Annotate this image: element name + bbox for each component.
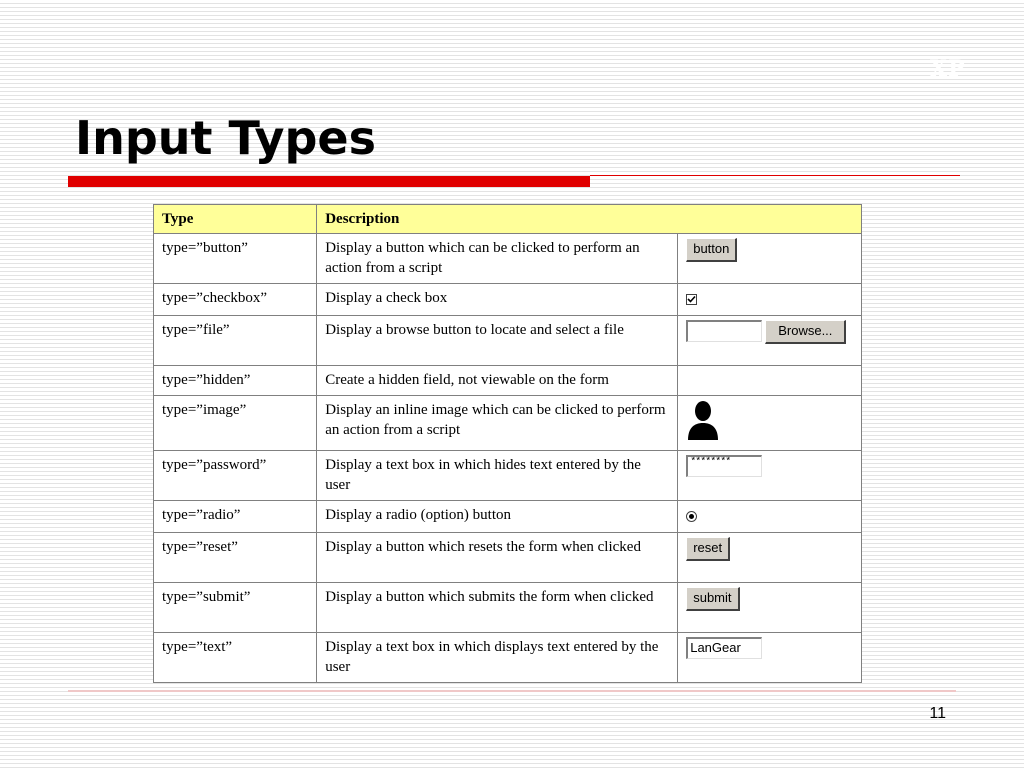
table-row <box>154 366 862 396</box>
sample-cell <box>678 501 862 533</box>
title-underline-thin <box>590 175 960 176</box>
table-row <box>154 533 862 583</box>
sample-cell <box>678 316 862 366</box>
page-title: Input Types <box>75 111 376 165</box>
type-cell: type=”text” <box>154 633 317 683</box>
corner-mark: XP <box>930 56 966 82</box>
sample-cell <box>678 633 862 683</box>
sample-submit-button[interactable]: submit <box>686 587 739 611</box>
radio-dot-icon <box>689 514 694 519</box>
description-cell: Display a text box in which hides text entered by the user <box>317 451 678 501</box>
description-cell: Display a button which resets the form when clicked <box>317 533 678 583</box>
type-cell: type=”radio” <box>154 501 317 533</box>
description-cell: Display a text box in which displays text entered by the user <box>317 633 678 683</box>
sample-cell <box>678 366 862 396</box>
description-cell: Display a browse button to locate and select a file <box>317 316 678 366</box>
type-cell: type=”submit” <box>154 583 317 633</box>
description-cell: Display a button which submits the form when clicked <box>317 583 678 633</box>
sample-cell <box>678 451 862 501</box>
checkmark-icon <box>687 295 696 304</box>
table-row <box>154 284 862 316</box>
table-row <box>154 234 862 284</box>
header-description: Description <box>317 205 862 234</box>
sample-reset-button[interactable]: reset <box>686 537 730 561</box>
title-underline-thick <box>68 176 590 187</box>
sample-password-field[interactable]: ******** <box>686 455 762 477</box>
type-cell: type=”password” <box>154 451 317 501</box>
type-cell: type=”image” <box>154 396 317 451</box>
table-row <box>154 316 862 366</box>
input-types-table <box>153 204 862 683</box>
table-header-row <box>154 205 862 234</box>
description-cell: Display a radio (option) button <box>317 501 678 533</box>
table-row <box>154 583 862 633</box>
page-number: 11 <box>929 705 946 722</box>
sample-text-field[interactable]: LanGear <box>686 637 762 659</box>
sample-cell <box>678 396 862 451</box>
sample-file-control <box>686 323 846 339</box>
description-cell: Create a hidden field, not viewable on the form <box>317 366 678 396</box>
sample-button[interactable]: button <box>686 238 737 262</box>
table-row <box>154 633 862 683</box>
header-type: Type <box>154 205 317 234</box>
table-row <box>154 396 862 451</box>
type-cell: type=”button” <box>154 234 317 284</box>
sample-cell <box>678 284 862 316</box>
footer-rule <box>68 690 956 692</box>
description-cell: Display an inline image which can be clicked to perform an action from a script <box>317 396 678 451</box>
type-cell: type=”file” <box>154 316 317 366</box>
person-silhouette-icon[interactable] <box>686 400 720 440</box>
file-path-field[interactable] <box>686 320 762 342</box>
table-row <box>154 451 862 501</box>
type-cell: type=”hidden” <box>154 366 317 396</box>
type-cell: type=”checkbox” <box>154 284 317 316</box>
sample-cell <box>678 583 862 633</box>
sample-cell <box>678 234 862 284</box>
description-cell: Display a check box <box>317 284 678 316</box>
sample-cell <box>678 533 862 583</box>
description-cell: Display a button which can be clicked to perform an action from a script <box>317 234 678 284</box>
sample-checkbox[interactable] <box>686 294 697 305</box>
sample-radio[interactable] <box>686 511 697 522</box>
type-cell: type=”reset” <box>154 533 317 583</box>
browse-button[interactable]: Browse... <box>765 320 846 344</box>
table-row <box>154 501 862 533</box>
